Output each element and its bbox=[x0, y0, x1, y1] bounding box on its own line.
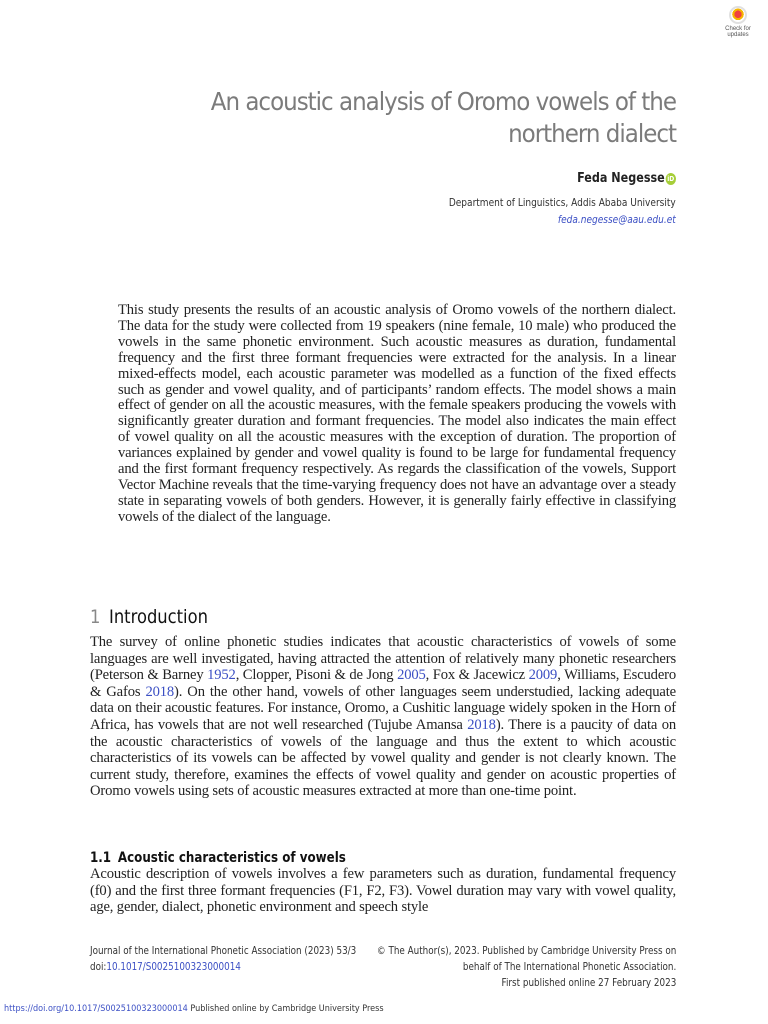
article-title: An acoustic analysis of Oromo vowels of the northern dialect bbox=[210, 87, 676, 148]
subsection-heading: 1.1 Acoustic characteristics of vowels bbox=[90, 850, 346, 866]
subsection-paragraph: Acoustic description of vowels involves a few parameters such as duration, fundamental frequency (f0) and the first three formant frequencies (F1, F2, F3). Vowel duration may vary with vowel quality, age, gender, dialect, phonetic environment and speech style bbox=[90, 866, 676, 916]
author-email-link[interactable]: feda.negesse@aau.edu.et bbox=[558, 213, 676, 226]
citation-link[interactable]: 2005 bbox=[397, 667, 426, 684]
introduction-paragraph: The survey of online phonetic studies indicates that acoustic characteristics of vowels of some languages are well investigated, having attracted the attention of relatively many phonetic researchers (Peterson & Barney 1952, Clopper, Pisoni & de Jong 2005, Fox & Jacewicz 2009, Williams, Escudero & Gafos 2018). On the other hand, vowels of other languages seem understudied, lacking adequate data on their acoustic features. For instance, Oromo, a Cushitic language widely spoken in the Horn of Africa, has vowels that are not well researched (Tujube Amansa 2018). There is a paucity of data on the acoustic characteristics of vowels of the language and thus the extent to which acoustic characteristics of its vowels can be affected by vowel quality and gender is not clearly known. The current study, therefore, examines the effects of vowel quality and gender on acoustic properties of Oromo vowels using sets of acoustic measures extracted at more than one-time point. bbox=[90, 634, 677, 800]
bottom-doi-link[interactable]: https://doi.org/10.1017/S0025100323000014 bbox=[4, 1004, 188, 1014]
author-name: Feda Negesse iD bbox=[577, 171, 675, 186]
doi-link[interactable]: 10.1017/S0025100323000014 bbox=[106, 960, 241, 973]
footer-journal-info: Journal of the International Phonetic Association (2023) 53/3 doi:10.1017/S0025100323000014 bbox=[90, 944, 357, 973]
footer-copyright: © The Author(s), 2023. Published by Cambridge University Press on behalf of The International Phonetic Association. First published online 27 February 2023 bbox=[376, 944, 676, 989]
affiliation: Department of Linguistics, Addis Ababa University bbox=[449, 196, 676, 209]
badge-label: Check for updates bbox=[725, 26, 751, 38]
orcid-icon[interactable]: iD bbox=[667, 175, 675, 183]
crossmark-icon bbox=[729, 6, 747, 24]
bottom-doi-line: https://doi.org/10.1017/S0025100323000014 Published online by Cambridge University Press bbox=[4, 1004, 384, 1014]
citation-link[interactable]: 2018 bbox=[145, 683, 175, 700]
section-heading-introduction: 1 Introduction bbox=[90, 606, 208, 628]
check-for-updates-badge[interactable] bbox=[718, 6, 758, 46]
citation-link[interactable]: 1952 bbox=[207, 667, 236, 684]
citation-link[interactable]: 2009 bbox=[528, 667, 558, 684]
abstract: This study presents the results of an acoustic analysis of Oromo vowels of the northern dialect. The data for the study were collected from 19 speakers (nine female, 10 male) who produced the vowels in the same phonetic environment. Such acoustic measures as duration, fundamental frequency and the first three formant frequencies were extracted for the analysis. In a linear mixed-effects model, each acoustic parameter was modelled as a function of the fixed effects such as gender and vowel quality, and of participants’ random effects. The model shows a main effect of gender on all the acoustic measures, with the female speakers producing the vowels with significantly greater duration and formant frequencies. The model also indicates the main effect of vowel quality on all the acoustic measures with the exception of duration. The proportion of variances explained by gender and vowel quality is found to be large for fundamental frequency and the first formant frequency respectively. As regards the classification of the vowels, Support Vector Machine reveals that the time-varying frequency does not have an advantage over a steady state in separating vowels of both genders. However, it is generally fairly effective in classifying vowels of the dialect of the language. bbox=[118, 302, 676, 525]
citation-link[interactable]: 2018 bbox=[467, 716, 496, 733]
